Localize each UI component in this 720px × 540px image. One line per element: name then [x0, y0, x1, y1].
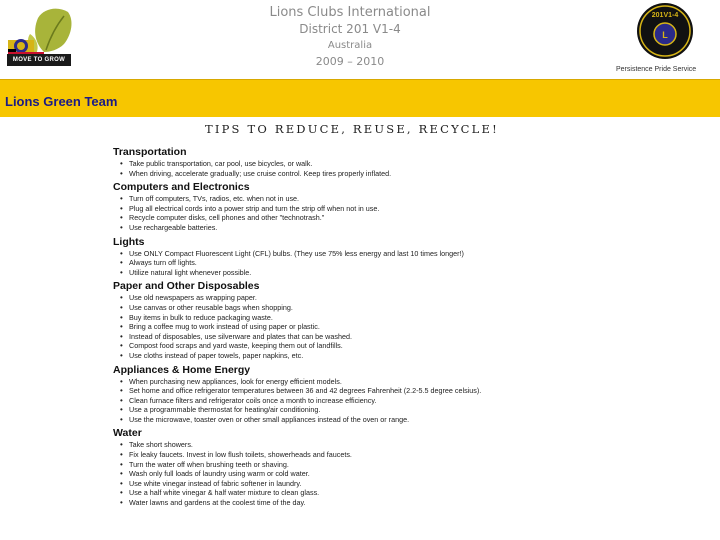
- document-title: TIPS TO REDUCE, REUSE, RECYCLE!: [205, 122, 499, 136]
- svg-text:L: L: [662, 30, 668, 40]
- tip-item: • Take public transportation, car pool, use bicycles, or walk.: [129, 159, 713, 169]
- tip-item: • Use a programmable thermostat for heating/air conditioning.: [129, 405, 713, 415]
- tip-item: • Use canvas or other reusable bags when shopping.: [129, 303, 713, 313]
- tip-list: [113, 377, 713, 425]
- tip-list: [113, 159, 713, 178]
- tip-sections: [113, 146, 713, 511]
- tip-item: • Clean furnace filters and refrigerator coils once a month to increase efficiency.: [129, 396, 713, 406]
- tip-list: [113, 194, 713, 232]
- tip-item: • Bring a coffee mug to work instead of using paper or plastic.: [129, 322, 713, 332]
- tip-list: [113, 249, 713, 278]
- district-emblem-logo: [636, 2, 694, 60]
- tip-item: • Use ONLY Compact Fluorescent Light (CFL) bulbs. (They use 75% less energy and last 10 times longer!): [129, 249, 713, 259]
- tip-item: • Use rechargeable batteries.: [129, 223, 713, 233]
- tip-item: • Water lawns and gardens at the coolest time of the day.: [129, 498, 713, 508]
- tip-item: • Always turn off lights.: [129, 258, 713, 268]
- tip-section: [113, 146, 713, 178]
- tips-document: [0, 118, 720, 540]
- section-heading: Appliances & Home Energy: [113, 363, 251, 376]
- tip-item: • Turn off computers, TVs, radios, etc. when not in use.: [129, 194, 713, 204]
- green-team-title: Lions Green Team: [5, 94, 118, 109]
- tip-item: • Use white vinegar instead of fabric softener in laundry.: [129, 479, 713, 489]
- tip-section: [113, 181, 713, 232]
- page-header: [0, 0, 720, 80]
- section-heading: Paper and Other Disposables: [113, 280, 260, 293]
- district-name: District 201 V1-4: [299, 22, 401, 36]
- tip-item: • Use a half white vinegar & half water mixture to clean glass.: [129, 488, 713, 498]
- district-title-block: [230, 4, 470, 70]
- tip-item: • Compost food scraps and yard waste, keeping them out of landfills.: [129, 341, 713, 351]
- country-name: Australia: [327, 40, 373, 51]
- tip-item: • When driving, accelerate gradually; use cruise control. Keep tires properly inflated.: [129, 169, 713, 179]
- section-heading: Water: [113, 427, 142, 440]
- tip-item: • Recycle computer disks, cell phones and other "technotrash.": [129, 213, 713, 223]
- tip-item: • Use old newspapers as wrapping paper.: [129, 293, 713, 303]
- green-team-bar: [0, 79, 720, 117]
- tip-section: [113, 280, 713, 360]
- tip-item: • Take short showers.: [129, 440, 713, 450]
- motto: Persistence Pride Service: [616, 66, 697, 73]
- tip-item: • Buy items in bulk to reduce packaging waste.: [129, 313, 713, 323]
- tip-item: • Use cloths instead of paper towels, paper napkins, etc.: [129, 351, 713, 361]
- tip-item: • Wash only full loads of laundry using warm or cold water.: [129, 469, 713, 479]
- tip-item: • Instead of disposables, use silverware and plates that can be washed.: [129, 332, 713, 342]
- tip-section: [113, 427, 713, 507]
- tip-item: • Use the microwave, toaster oven or other small appliances instead of the oven or range.: [129, 415, 713, 425]
- tip-item: • Fix leaky faucets. Invest in low flush toilets, showerheads and faucets.: [129, 450, 713, 460]
- tip-item: • Plug all electrical cords into a power strip and turn the strip off when not in use.: [129, 204, 713, 214]
- year-range: 2009 – 2010: [315, 55, 385, 68]
- tip-list: [113, 293, 713, 360]
- tip-list: [113, 440, 713, 507]
- tip-item: • Turn the water off when brushing teeth or shaving.: [129, 460, 713, 470]
- emblem-text: 201V1-4: [651, 12, 679, 19]
- tip-item: • When purchasing new appliances, look for energy efficient models.: [129, 377, 713, 387]
- tip-section: [113, 236, 713, 278]
- section-heading: Transportation: [113, 146, 187, 158]
- tip-item: • Utilize natural light whenever possible.: [129, 268, 713, 278]
- tip-item: • Set home and office refrigerator temperatures between 36 and 42 degrees Fahrenheit (2.2-5.5 degree celsius).: [129, 386, 713, 396]
- section-heading: Computers and Electronics: [113, 181, 250, 194]
- tip-section: [113, 364, 713, 425]
- move-to-grow-caption: MOVE TO GROW: [7, 54, 71, 66]
- section-heading: Lights: [113, 235, 145, 248]
- org-name: Lions Clubs International: [269, 5, 431, 20]
